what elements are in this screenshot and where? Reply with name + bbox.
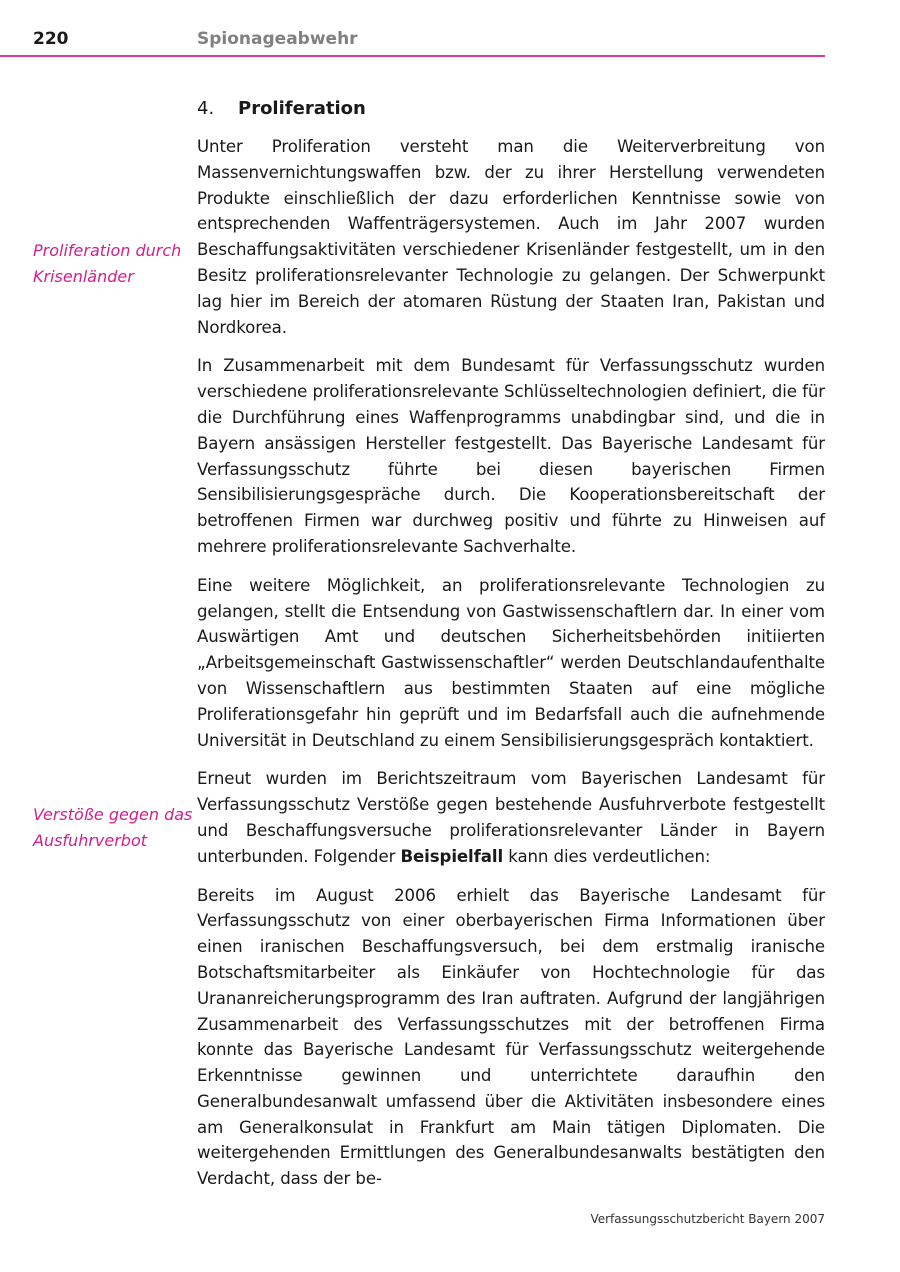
running-title: Spionageabwehr bbox=[197, 29, 358, 49]
paragraph-4-tail: kann dies verdeutlichen: bbox=[503, 846, 711, 866]
example-case-emphasis: Beispielfall bbox=[400, 846, 504, 866]
margin-note-export-ban: Verstöße gegen das Ausfuhrverbot bbox=[33, 805, 193, 850]
page-header bbox=[0, 0, 825, 58]
header-rule bbox=[0, 55, 825, 57]
page-footer: Verfassungsschutzbericht Bayern 2007 bbox=[590, 1212, 825, 1226]
section-heading bbox=[197, 96, 825, 122]
paragraph-2: In Zusammenarbeit mit dem Bundesamt für Verfassungsschutz wurden verschiedene proliferationsrelevante Schlüsseltechnologien definiert, die für die Durchführung eines Waffenprogramms unabdingbar sind, und die in Bayern ansässigen Hersteller festgestellt. Das Bayerische Landesamt für Verfassungsschutz führte bei diesen bayerischen Firmen Sensibilisierungsgespräche durch. Die Kooperationsbereitschaft der betroffenen Firmen war durchweg positiv und führte zu Hinweisen auf mehrere proliferationsrelevante Sachverhalte. bbox=[197, 356, 825, 556]
section-title: Proliferation bbox=[238, 98, 366, 119]
page-number: 220 bbox=[33, 29, 69, 49]
section-number: 4. bbox=[197, 98, 215, 119]
paragraph-1: Unter Proliferation versteht man die Weiterverbreitung von Massenvernichtungswaffen bzw. der zu ihrer Herstellung verwendeten Produkte einschließlich der dazu erforderlichen Kenntnisse sowie von entsprechenden Waffenträgersystemen. Auch im Jahr 2007 wurden Beschaffungsaktivitäten verschiedener Krisenländer festgestellt, um in den Besitz proliferationsrelevanter Technologie zu gelangen. Der Schwerpunkt lag hier im Bereich der atomaren Rüstung der Staaten Iran, Pakistan und Nordkorea. bbox=[197, 137, 825, 337]
paragraph-4-text: Erneut wurden im Berichtszeitraum vom Bayerischen Landesamt für Verfassungsschutz Verstöße gegen bestehende Ausfuhrverbote festgestellt und Beschaffungsversuche proliferationsrelevanter Länder in Bayern unterbunden. Folgender bbox=[197, 769, 825, 866]
paragraph-5: Bereits im August 2006 erhielt das Bayerische Landesamt für Verfassungsschutz von einer oberbayerischen Firma Informationen über einen iranischen Beschaffungsversuch, bei dem erstmalig iranische Botschaftsmitarbeiter als Einkäufer von Hochtechnologie für das Urananreicherungsprogramm des Iran auftraten. Aufgrund der langjährigen Zusammenarbeit des Verfassungsschutzes mit der betroffenen Firma konnte das Bayerische Landesamt für Verfassungsschutz weitergehende Erkenntnisse gewinnen und unterrichtete daraufhin den Generalbundesanwalt umfassend über die Aktivitäten insbesondere eines am Generalkonsulat in Frankfurt am Main tätigen Diplomaten. Die weitergehenden Ermittlungen des Generalbundesanwalts bestätigten den Verdacht, dass der be- bbox=[197, 885, 825, 1189]
margin-note-proliferation: Proliferation durch Krisenländer bbox=[33, 241, 182, 286]
main-content bbox=[197, 96, 825, 1205]
paragraph-3: Eine weitere Möglichkeit, an proliferationsrelevante Technologien zu gelangen, stellt die Entsendung von Gastwissenschaftlern dar. In einer vom Auswärtigen Amt und deutschen Sicherheitsbehörden initiierten „Arbeitsgemeinschaft Gastwissenschaftler“ werden Deutschlandaufenthalte von Wissenschaftlern aus bestimmten Staaten auf eine mögliche Proliferationsgefahr hin geprüft und im Bedarfsfall auch die aufnehmende Universität in Deutschland zu einem Sensibilisierungsgespräch kontaktiert. bbox=[197, 575, 825, 750]
paragraph-4 bbox=[197, 766, 825, 869]
